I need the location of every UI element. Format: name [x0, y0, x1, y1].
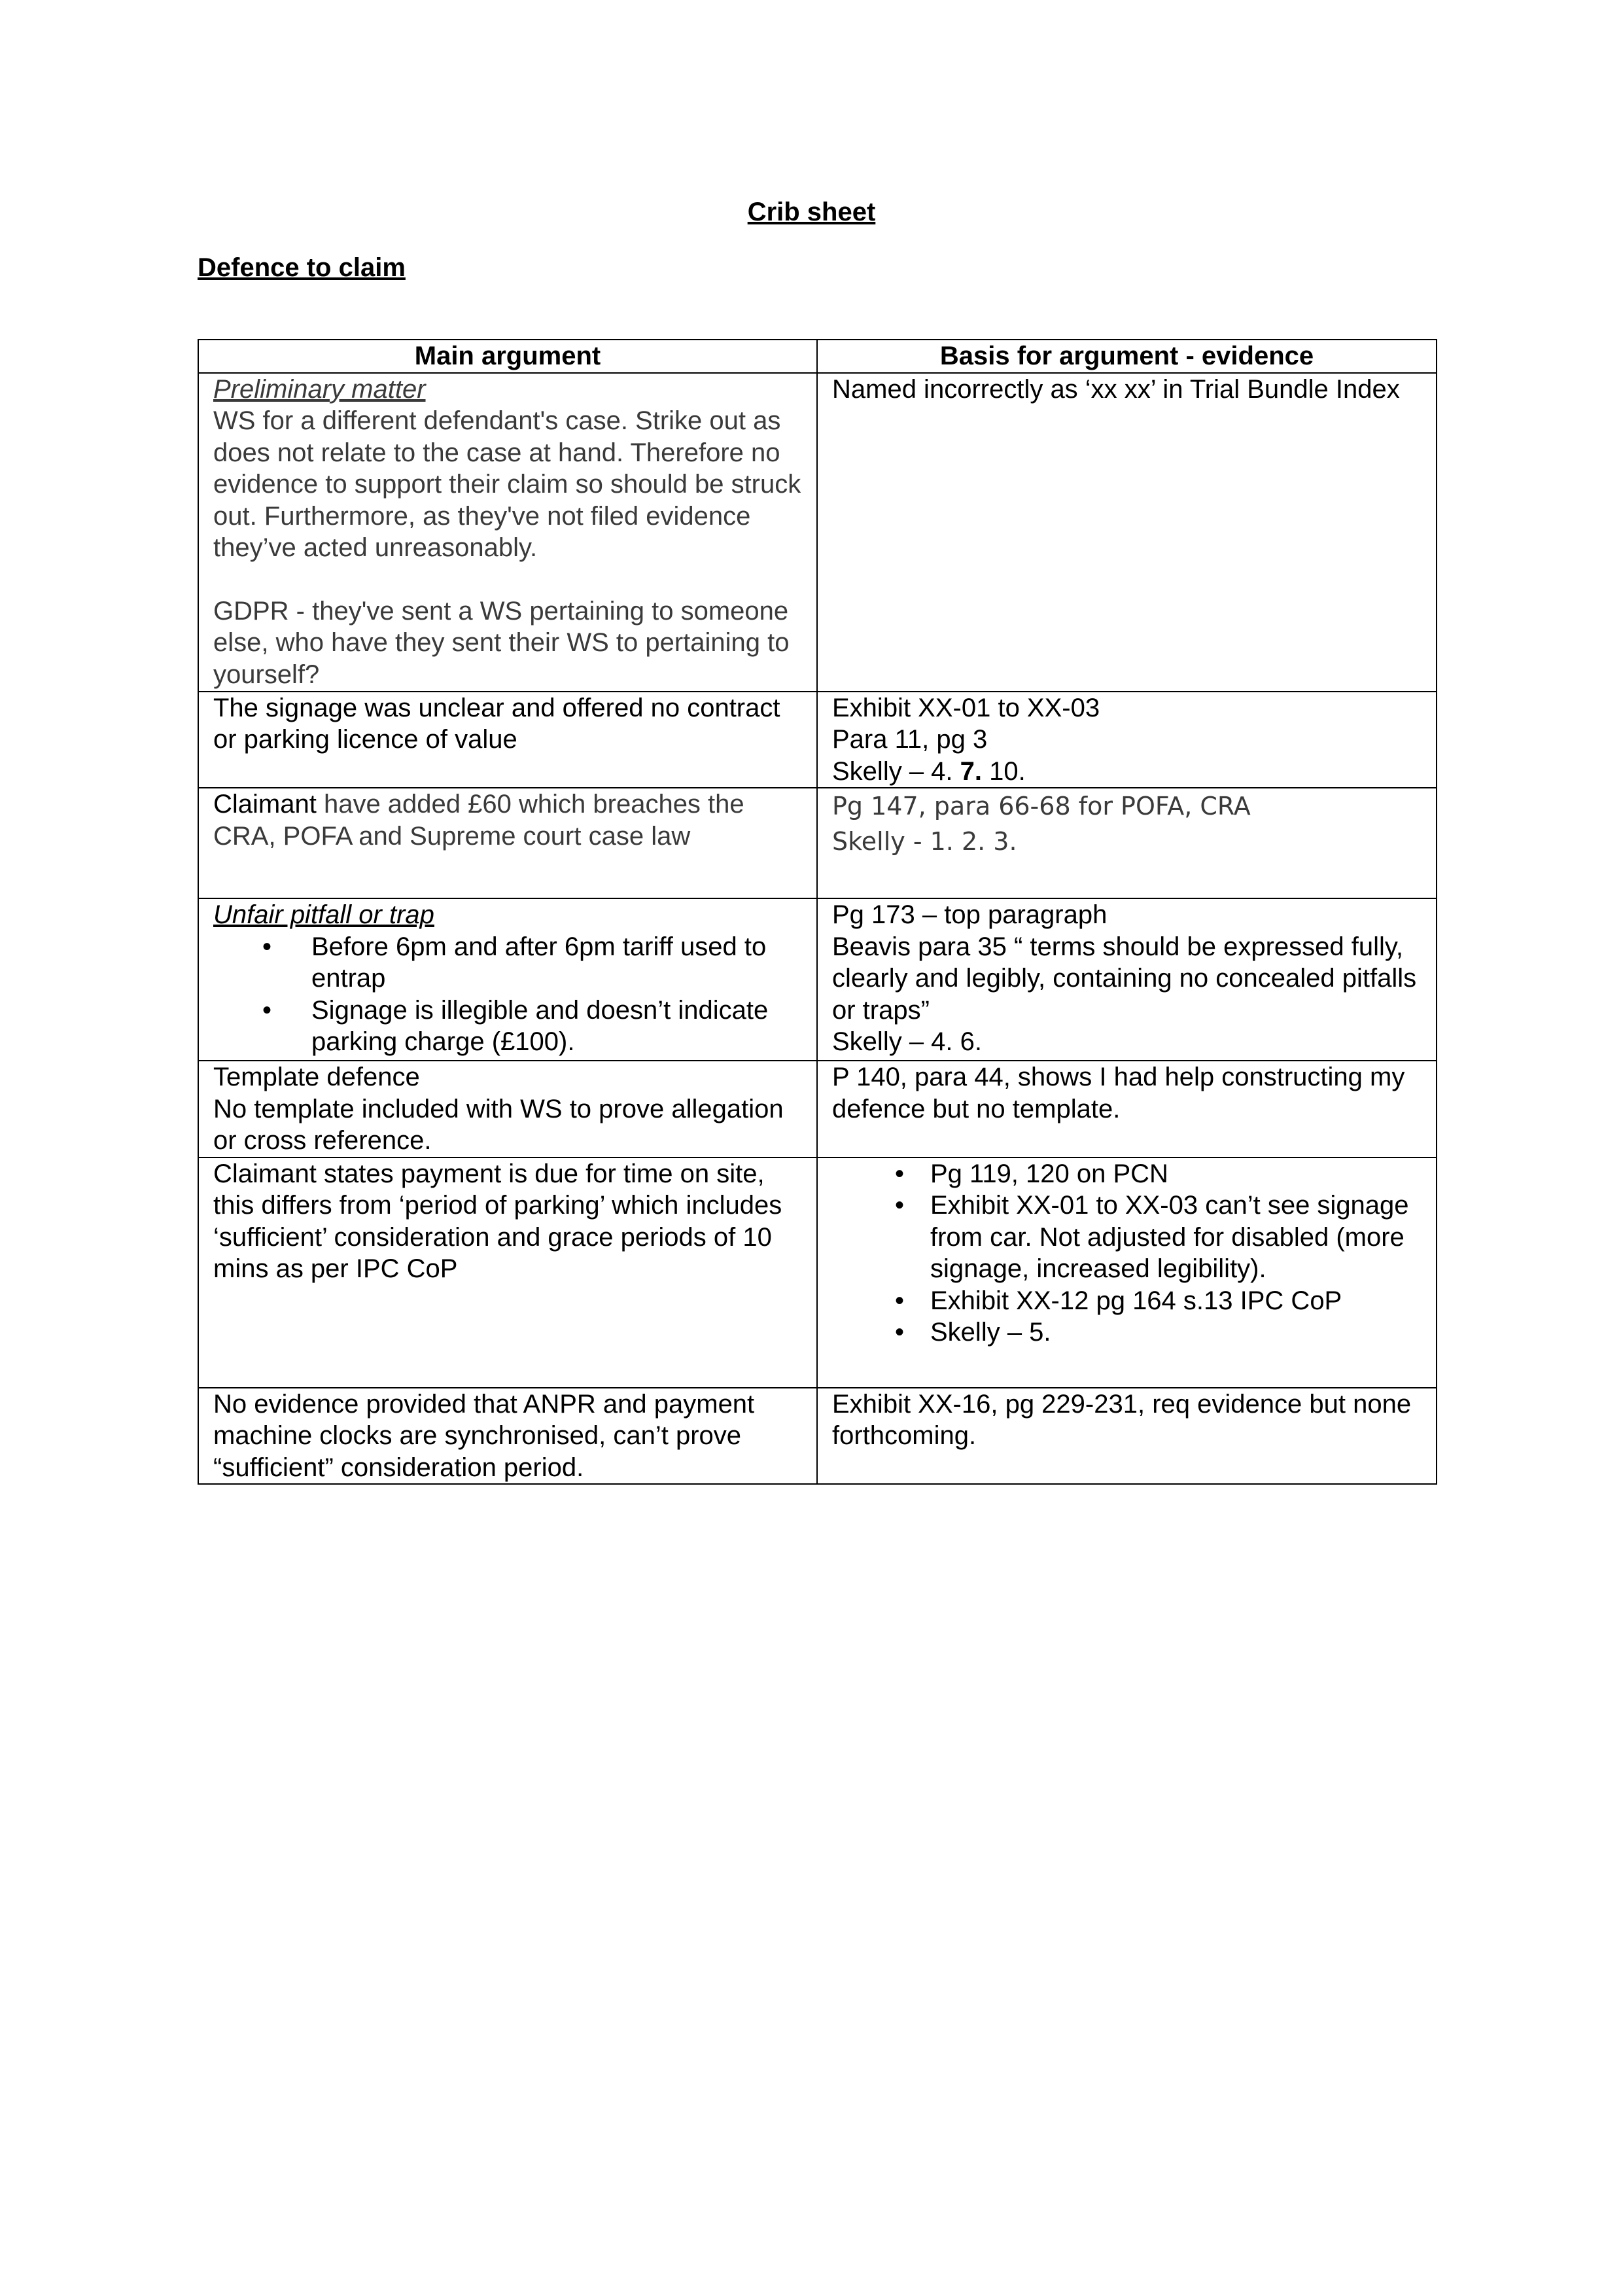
argument-cell — [198, 1388, 817, 1485]
evidence-cell — [817, 692, 1437, 788]
skelly-prefix: Skelly – 4. — [832, 756, 960, 786]
argument-text: WS for a different defendant's case. Strike out as does not relate to the case at hand. Therefore no evidence to support their claim so should be struck out. Furthermore, as they've not filed evidence they’ve acted unreasonably. — [213, 406, 801, 562]
evidence-line: Pg 173 – top paragraph — [832, 900, 1108, 929]
argument-cell — [198, 1157, 817, 1388]
section-heading: Defence to claim — [198, 253, 406, 282]
list-item: • Skelly – 5. — [832, 1316, 1422, 1349]
argument-line: No template included with WS to prove allegation or cross reference. — [213, 1094, 784, 1155]
column-header-basis: Basis for argument - evidence — [817, 340, 1437, 373]
evidence-cell — [817, 788, 1437, 898]
evidence-cell — [817, 1061, 1437, 1157]
argument-line: Template defence — [213, 1063, 420, 1091]
evidence-cell — [817, 898, 1437, 1061]
crib-table — [198, 339, 1437, 1485]
evidence-line: Para 11, pg 3 — [832, 725, 988, 754]
argument-cell — [198, 373, 817, 692]
table-row — [198, 373, 1437, 692]
list-item: • Pg 119, 120 on PCN — [832, 1158, 1422, 1190]
evidence-line: Beavis para 35 “ terms should be expressed fully, clearly and legibly, containing no concealed pitfalls or traps” — [832, 932, 1417, 1025]
argument-cell — [198, 1061, 817, 1157]
evidence-cell — [817, 1157, 1437, 1388]
evidence-line: Skelly – 4. 6. — [832, 1027, 983, 1056]
bullet-list — [213, 931, 802, 1058]
argument-cell — [198, 692, 817, 788]
argument-cell — [198, 898, 817, 1061]
skelly-suffix: 10. — [982, 756, 1026, 786]
list-item: • Signage is illegible and doesn’t indicate parking charge (£100). — [213, 995, 802, 1058]
evidence-line: Exhibit XX-01 to XX-03 — [832, 693, 1100, 722]
argument-word: Claimant — [213, 790, 317, 819]
table-row — [198, 1157, 1437, 1388]
evidence-line: Pg 147, para 66-68 for POFA, CRA — [832, 792, 1251, 821]
evidence-line: Skelly - 1. 2. 3. — [832, 827, 1017, 856]
argument-rest: have added £60 which breaches the CRA, POFA and Supreme court case law — [213, 790, 744, 851]
evidence-text: P 140, para 44, shows I had help constructing my defence but no template. — [832, 1063, 1405, 1123]
table-row — [198, 692, 1437, 788]
evidence-text: Exhibit XX-16, pg 229-231, req evidence but none forthcoming. — [832, 1389, 1412, 1450]
list-item: • Exhibit XX-01 to XX-03 can’t see signage from car. Not adjusted for disabled (more signage, increased legibility). — [832, 1190, 1422, 1285]
argument-text: GDPR - they've sent a WS pertaining to someone else, who have they sent their WS to pertaining to yourself? — [213, 596, 790, 689]
page-title: Crib sheet — [747, 198, 876, 226]
argument-text: Claimant states payment is due for time on site, this differs from ‘period of parking’ which includes ‘sufficient’ consideration and grace periods of 10 mins as per IPC CoP — [213, 1159, 782, 1283]
evidence-cell — [817, 1388, 1437, 1485]
argument-text — [213, 788, 802, 852]
evidence-cell — [817, 373, 1437, 692]
table-row — [198, 788, 1437, 898]
argument-cell — [198, 788, 817, 898]
row-heading: Preliminary matter — [213, 374, 426, 404]
spacer — [213, 564, 802, 595]
evidence-line — [832, 756, 1422, 788]
list-item: • Before 6pm and after 6pm tariff used to entrap — [213, 931, 802, 995]
column-header-main-argument: Main argument — [198, 340, 817, 373]
argument-text: The signage was unclear and offered no contract or parking licence of value — [213, 693, 780, 754]
evidence-text: Named incorrectly as ‘xx xx’ in Trial Bundle Index — [832, 374, 1400, 404]
table-row — [198, 1388, 1437, 1485]
row-heading: Unfair pitfall or trap — [213, 900, 434, 929]
table-row — [198, 898, 1437, 1061]
bullet-list — [832, 1158, 1422, 1349]
list-item: • Exhibit XX-12 pg 164 s.13 IPC CoP — [832, 1285, 1422, 1317]
skelly-bold: 7. — [960, 756, 983, 786]
table-row — [198, 1061, 1437, 1157]
argument-text: No evidence provided that ANPR and payment machine clocks are synchronised, can’t prove “sufficient” consideration period. — [213, 1389, 755, 1482]
table-header-row — [198, 340, 1437, 373]
